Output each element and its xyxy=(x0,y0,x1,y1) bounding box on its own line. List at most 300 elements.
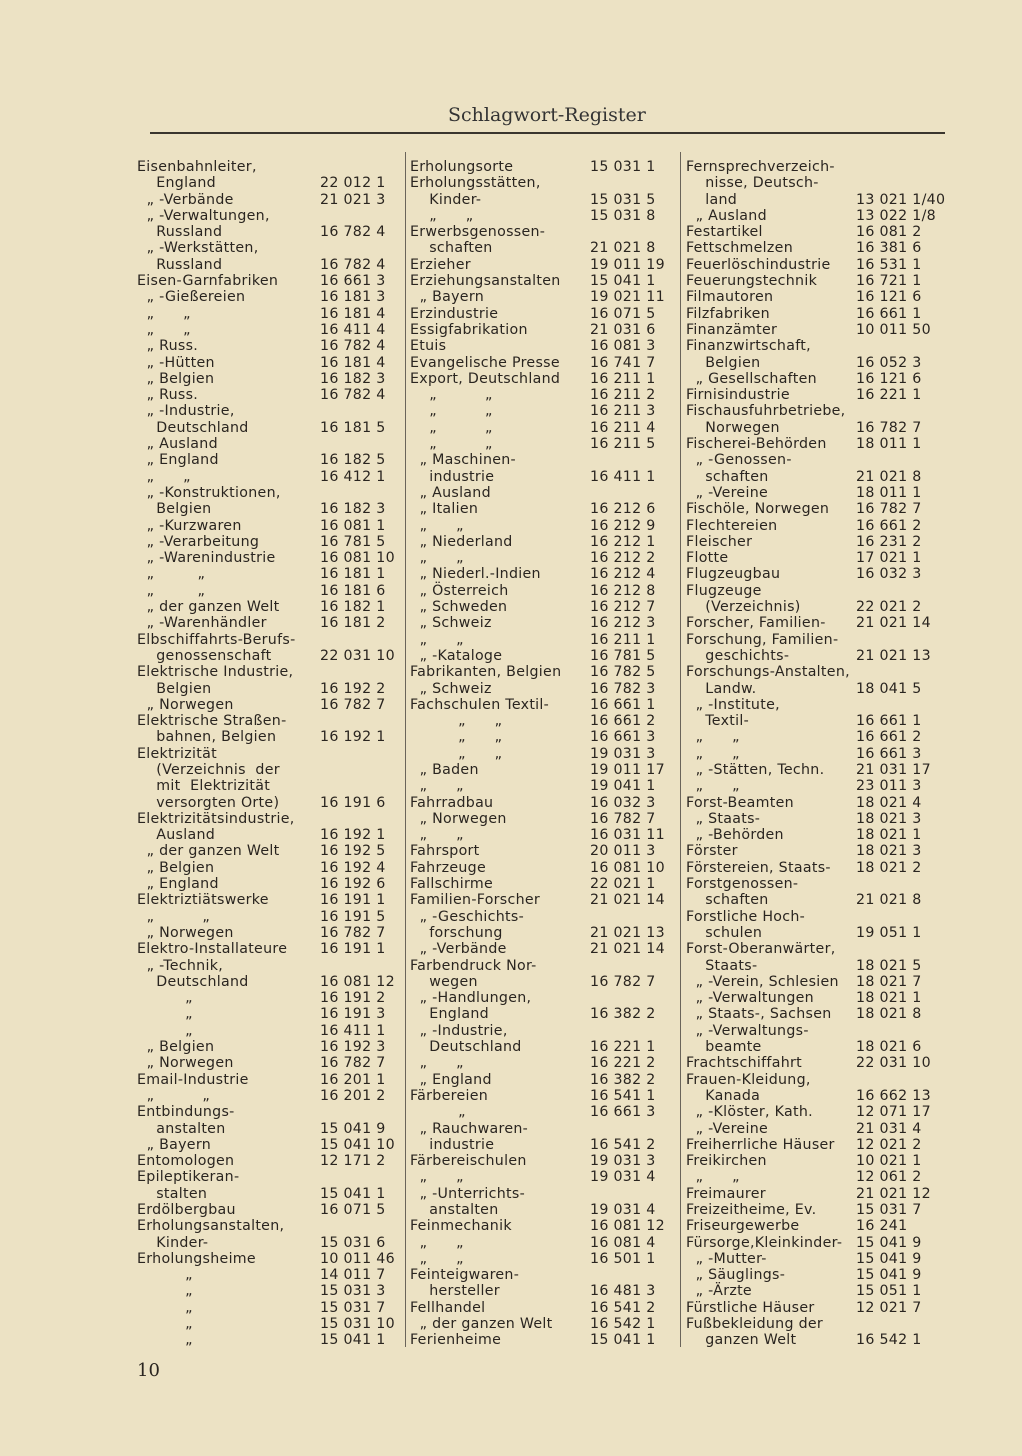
entry-term: „ -Verbände xyxy=(410,941,507,958)
entry-reference-number: 16 181 4 xyxy=(320,305,386,322)
entry-reference-number: 16 661 3 xyxy=(320,273,386,290)
entry-term: „ „ xyxy=(410,1250,464,1267)
index-entry xyxy=(686,1218,948,1234)
entry-reference-number: 16 782 7 xyxy=(320,1055,386,1072)
index-entry xyxy=(410,1202,675,1218)
entry-reference-number: 19 011 17 xyxy=(590,761,665,778)
index-entry xyxy=(686,876,948,892)
index-entry xyxy=(686,469,948,485)
index-entry xyxy=(686,371,948,387)
entry-reference-number: 16 382 2 xyxy=(590,1071,656,1088)
entry-term: „ Schweiz xyxy=(410,680,492,697)
index-entry xyxy=(686,1023,948,1039)
entry-reference-number: 16 782 4 xyxy=(320,387,386,404)
entry-term: „ Norwegen xyxy=(410,810,507,827)
entry-term: „ xyxy=(410,1104,466,1121)
entry-term: „ -Klöster, Kath. xyxy=(686,1104,813,1121)
index-entry xyxy=(137,843,397,859)
entry-term: „ Säuglings- xyxy=(686,1267,786,1284)
entry-reference-number: 16 192 5 xyxy=(320,843,386,860)
entry-term: Fellhandel xyxy=(410,1299,486,1316)
entry-term: nisse, Deutsch- xyxy=(686,175,819,192)
entry-term: Fettschmelzen xyxy=(686,240,793,257)
entry-term: Eisen-Garnfabriken xyxy=(137,273,279,290)
entry-term: Fürstliche Häuser xyxy=(686,1299,815,1316)
index-entry xyxy=(137,974,397,990)
entry-reference-number: 22 021 1 xyxy=(590,876,656,893)
index-entry xyxy=(137,550,397,566)
entry-reference-number: 16 661 2 xyxy=(856,517,922,534)
entry-reference-number: 19 031 4 xyxy=(590,1202,656,1218)
entry-reference-number: 16 071 5 xyxy=(590,305,656,322)
entry-reference-number: 16 782 4 xyxy=(320,256,386,273)
entry-reference-number: 13 021 1/40 xyxy=(856,191,946,208)
entry-term: „ der ganzen Welt xyxy=(137,599,280,616)
entry-reference-number: 16 782 7 xyxy=(590,810,656,827)
index-entry xyxy=(137,615,397,631)
index-entry xyxy=(686,1055,948,1071)
index-entry xyxy=(137,1332,397,1348)
index-entry xyxy=(410,1186,675,1202)
entry-reference-number: 22 031 10 xyxy=(320,647,395,664)
index-entry xyxy=(686,941,948,957)
entry-reference-number: 16 212 8 xyxy=(590,582,656,599)
entry-term: schaften xyxy=(686,468,769,485)
index-entry xyxy=(410,697,675,713)
index-entry xyxy=(410,1235,675,1251)
entry-term: Fachschulen Textil- xyxy=(410,696,550,713)
entry-term: Familien-Forscher xyxy=(410,892,541,909)
entry-term: „ „ xyxy=(410,778,464,795)
entry-term: „ Gesellschaften xyxy=(686,370,817,387)
entry-term: „ „ xyxy=(686,1169,740,1186)
entry-term: Elektrische Industrie, xyxy=(137,664,294,681)
index-entry xyxy=(410,648,675,664)
index-entry xyxy=(410,843,675,859)
entry-term: Entbindungs- xyxy=(137,1104,235,1121)
index-entry xyxy=(137,1235,397,1251)
entry-term: „ „ xyxy=(410,436,493,453)
entry-term: Färbereien xyxy=(410,1087,489,1104)
entry-term: Forstliche Hoch- xyxy=(686,908,806,925)
index-entry xyxy=(410,1283,675,1299)
entry-term: „ -Verwaltungs- xyxy=(686,1022,809,1039)
entry-term: Elektrische Straßen- xyxy=(137,713,287,730)
entry-term: Epileptikeran- xyxy=(137,1169,240,1186)
index-entry xyxy=(137,599,397,615)
entry-term: Freiherrliche Häuser xyxy=(686,1136,835,1153)
entry-term: „ Rauchwaren- xyxy=(410,1120,529,1137)
index-entry xyxy=(410,1251,675,1267)
index-entry xyxy=(686,273,948,289)
entry-reference-number: 16 661 1 xyxy=(590,696,656,713)
entry-term: „ „ xyxy=(410,1055,464,1072)
index-entry xyxy=(686,1235,948,1251)
entry-term: Essigfabrikation xyxy=(410,321,528,338)
entry-term: Feuerlöschindustrie xyxy=(686,256,831,273)
entry-reference-number: 16 661 2 xyxy=(590,713,656,730)
entry-term: „ -Genossen- xyxy=(686,452,792,469)
entry-reference-number: 16 052 3 xyxy=(856,354,922,371)
index-entry xyxy=(137,941,397,957)
entry-term: Forscher, Familien- xyxy=(686,615,826,632)
entry-term: „ -Behörden xyxy=(686,827,784,844)
index-entry xyxy=(410,860,675,876)
entry-term: Erziehungsanstalten xyxy=(410,273,561,290)
index-entry xyxy=(410,534,675,550)
entry-term: Forst-Beamten xyxy=(686,794,794,811)
entry-term: „ -Verbände xyxy=(137,191,234,208)
entry-term: England xyxy=(410,1006,489,1023)
index-entry xyxy=(410,371,675,387)
index-entry xyxy=(686,192,948,208)
entry-term: Freikirchen xyxy=(686,1153,767,1170)
entry-term: Fahrzeuge xyxy=(410,859,486,876)
index-entry xyxy=(410,1153,675,1169)
index-entry xyxy=(137,1055,397,1071)
entry-reference-number: 16 181 5 xyxy=(320,419,386,436)
entry-reference-number: 16 191 6 xyxy=(320,794,386,811)
index-entry xyxy=(410,974,675,990)
index-entry xyxy=(410,729,675,745)
entry-term: Fischerei-Behörden xyxy=(686,436,827,453)
index-entry xyxy=(410,681,675,697)
entry-reference-number: 16 782 7 xyxy=(320,924,386,941)
entry-reference-number: 16 191 3 xyxy=(320,1006,386,1023)
index-entry xyxy=(137,860,397,876)
entry-term: Deutschland xyxy=(410,1039,522,1056)
entry-term: „ Bayern xyxy=(137,1136,212,1153)
entry-term: „ „ xyxy=(686,778,740,795)
entry-term: „ Ausland xyxy=(686,207,767,224)
index-entry xyxy=(137,1039,397,1055)
entry-term: Feinmechanik xyxy=(410,1218,512,1235)
entry-reference-number: 16 212 6 xyxy=(590,501,656,518)
index-entry xyxy=(410,159,675,175)
index-entry xyxy=(686,240,948,256)
entry-term: Erholungsanstalten, xyxy=(137,1218,285,1235)
index-entry xyxy=(686,925,948,941)
entry-term: Erzindustrie xyxy=(410,305,499,322)
entry-reference-number: 16 541 1 xyxy=(590,1087,656,1104)
entry-term: (Verzeichnis) xyxy=(686,599,801,616)
index-entry xyxy=(410,1023,675,1039)
index-entry xyxy=(410,175,675,191)
entry-term: ganzen Welt xyxy=(686,1332,797,1349)
index-entry xyxy=(137,1186,397,1202)
entry-reference-number: 15 031 6 xyxy=(320,1234,386,1251)
index-entry xyxy=(410,1006,675,1022)
entry-term: „ Belgien xyxy=(137,1039,215,1056)
entry-reference-number: 16 661 3 xyxy=(590,729,656,746)
entry-term: „ -Verein, Schlesien xyxy=(686,973,839,990)
entry-term: „ -Warenindustrie xyxy=(137,550,276,567)
index-entry xyxy=(410,1072,675,1088)
index-entry xyxy=(410,566,675,582)
entry-term: „ Ausland xyxy=(410,484,491,501)
entry-term: „ Russ. xyxy=(137,387,199,404)
index-entry xyxy=(410,1039,675,1055)
entry-reference-number: 15 041 9 xyxy=(320,1120,386,1137)
index-entry xyxy=(686,615,948,631)
entry-reference-number: 22 031 10 xyxy=(856,1055,931,1072)
entry-reference-number: 22 021 2 xyxy=(856,599,922,616)
index-entry xyxy=(137,322,397,338)
index-entry xyxy=(137,648,397,664)
entry-reference-number: 16 781 5 xyxy=(320,533,386,550)
index-entry xyxy=(686,306,948,322)
index-entry xyxy=(686,159,948,175)
entry-term: „ „ xyxy=(137,305,191,322)
index-column-1 xyxy=(137,159,397,1349)
entry-reference-number: 19 031 3 xyxy=(590,1153,656,1170)
entry-term: (Verzeichnis der xyxy=(137,761,280,778)
entry-term: geschichts- xyxy=(686,647,790,664)
entry-reference-number: 16 121 6 xyxy=(856,289,922,306)
index-entry xyxy=(137,159,397,175)
index-entry xyxy=(686,566,948,582)
entry-term: „ „ xyxy=(137,321,191,338)
entry-reference-number: 16 192 4 xyxy=(320,859,386,876)
entry-term: Filzfabriken xyxy=(686,305,770,322)
index-entry xyxy=(410,338,675,354)
index-entry xyxy=(410,827,675,843)
entry-term: Feuerungstechnik xyxy=(686,273,818,290)
index-entry xyxy=(137,355,397,371)
entry-term: Russland xyxy=(137,224,223,241)
entry-term: Flotte xyxy=(686,550,729,567)
index-entry xyxy=(686,1006,948,1022)
index-entry xyxy=(410,941,675,957)
entry-reference-number: 16 411 1 xyxy=(320,1022,386,1039)
entry-reference-number: 22 012 1 xyxy=(320,175,386,192)
index-entry xyxy=(137,876,397,892)
entry-reference-number: 12 021 2 xyxy=(856,1136,922,1153)
entry-reference-number: 16 191 1 xyxy=(320,941,386,958)
entry-reference-number: 16 782 7 xyxy=(856,501,922,518)
entry-reference-number: 16 121 6 xyxy=(856,370,922,387)
entry-reference-number: 16 212 1 xyxy=(590,533,656,550)
entry-reference-number: 21 021 13 xyxy=(856,647,931,664)
entry-term: „ -Werkstätten, xyxy=(137,240,259,257)
index-entry xyxy=(137,958,397,974)
entry-term: Kinder- xyxy=(137,1234,209,1251)
index-entry xyxy=(686,550,948,566)
entry-term: Landw. xyxy=(686,680,757,697)
entry-term: „ „ xyxy=(410,207,474,224)
entry-term: anstalten xyxy=(410,1202,499,1218)
entry-term: „ -Stätten, Techn. xyxy=(686,761,825,778)
index-entry xyxy=(686,1169,948,1185)
entry-reference-number: 16 191 2 xyxy=(320,990,386,1007)
entry-term: schaften xyxy=(686,892,769,909)
entry-reference-number: 21 021 13 xyxy=(590,924,665,941)
index-entry xyxy=(410,925,675,941)
entry-reference-number: 16 782 7 xyxy=(590,973,656,990)
entry-term: „ -Warenhändler xyxy=(137,615,267,632)
entry-reference-number: 15 041 1 xyxy=(590,273,656,290)
index-entry xyxy=(137,795,397,811)
entry-term: Etuis xyxy=(410,338,447,355)
entry-term: beamte xyxy=(686,1039,762,1056)
index-entry xyxy=(137,192,397,208)
entry-reference-number: 19 011 19 xyxy=(590,256,665,273)
entry-term: „ -Industrie, xyxy=(410,1022,508,1039)
index-entry xyxy=(137,224,397,240)
entry-term: „ -Kurzwaren xyxy=(137,517,242,534)
entry-term: Deutschland xyxy=(137,419,249,436)
entry-term: Festartikel xyxy=(686,224,763,241)
index-entry xyxy=(686,518,948,534)
entry-reference-number: 18 021 5 xyxy=(856,957,922,974)
entry-reference-number: 15 041 1 xyxy=(590,1332,656,1349)
entry-term: „ Belgien xyxy=(137,370,215,387)
entry-term: Deutschland xyxy=(137,973,249,990)
entry-term: „ „ xyxy=(410,419,493,436)
index-entry xyxy=(686,892,948,908)
entry-reference-number: 16 782 7 xyxy=(856,419,922,436)
entry-term: Finanzämter xyxy=(686,321,778,338)
index-entry xyxy=(686,811,948,827)
entry-term: „ Niederland xyxy=(410,533,513,550)
entry-term: Belgien xyxy=(137,680,212,697)
index-entry xyxy=(137,827,397,843)
index-entry xyxy=(137,436,397,452)
entry-term: Forschungs-Anstalten, xyxy=(686,664,850,681)
index-entry xyxy=(410,1088,675,1104)
entry-term: „ Niederl.-Indien xyxy=(410,566,541,583)
index-entry xyxy=(137,289,397,305)
index-entry xyxy=(410,664,675,680)
index-entry xyxy=(686,1153,948,1169)
entry-reference-number: 16 071 5 xyxy=(320,1202,386,1218)
entry-term: „ Bayern xyxy=(410,289,485,306)
entry-term: Fischöle, Norwegen xyxy=(686,501,830,518)
entry-term: „ -Verwaltungen, xyxy=(137,207,270,224)
entry-reference-number: 16 031 11 xyxy=(590,827,665,844)
entry-term: Fischausfuhrbetriebe, xyxy=(686,403,846,420)
index-entry xyxy=(686,746,948,762)
index-entry xyxy=(137,1267,397,1283)
entry-term: „ England xyxy=(137,452,219,469)
index-entry xyxy=(137,1218,397,1234)
entry-term: „ xyxy=(137,1299,193,1316)
entry-reference-number: 16 192 2 xyxy=(320,680,386,697)
index-entry xyxy=(410,990,675,1006)
index-entry xyxy=(410,192,675,208)
index-entry xyxy=(410,550,675,566)
index-entry xyxy=(686,958,948,974)
index-entry xyxy=(410,306,675,322)
entry-term: hersteller xyxy=(410,1283,500,1300)
entry-reference-number: 16 381 6 xyxy=(856,240,922,257)
index-entry xyxy=(137,518,397,534)
index-entry xyxy=(410,713,675,729)
index-entry xyxy=(686,1283,948,1299)
entry-term: „ xyxy=(137,990,193,1007)
entry-term: Fernsprechverzeich- xyxy=(686,159,835,175)
index-entry xyxy=(686,224,948,240)
entry-reference-number: 15 041 9 xyxy=(856,1267,922,1284)
entry-term: Fußbekleidung der xyxy=(686,1316,824,1333)
index-entry xyxy=(137,681,397,697)
entry-reference-number: 18 021 6 xyxy=(856,1039,922,1056)
index-entry xyxy=(410,1218,675,1234)
entry-reference-number: 21 031 6 xyxy=(590,321,656,338)
index-entry xyxy=(686,289,948,305)
index-column-3 xyxy=(686,159,948,1349)
entry-term: Erzieher xyxy=(410,256,471,273)
index-entry xyxy=(137,175,397,191)
entry-term: „ -Vereine xyxy=(686,484,769,501)
entry-reference-number: 19 031 4 xyxy=(590,1169,656,1186)
index-entry xyxy=(137,1104,397,1120)
index-entry xyxy=(686,860,948,876)
entry-reference-number: 16 081 10 xyxy=(320,550,395,567)
entry-term: „ „ xyxy=(137,908,211,925)
entry-reference-number: 16 221 2 xyxy=(590,1055,656,1072)
entry-reference-number: 16 661 1 xyxy=(856,305,922,322)
entry-term: Kinder- xyxy=(410,191,482,208)
entry-reference-number: 15 041 9 xyxy=(856,1234,922,1251)
index-entry xyxy=(137,811,397,827)
entry-reference-number: 15 041 1 xyxy=(320,1185,386,1202)
entry-reference-number: 13 022 1/8 xyxy=(856,207,936,224)
index-entry xyxy=(686,1316,948,1332)
index-entry xyxy=(686,632,948,648)
entry-reference-number: 10 011 50 xyxy=(856,321,931,338)
entry-term: industrie xyxy=(410,468,495,485)
entry-term: „ -Industrie, xyxy=(137,403,235,420)
entry-term: versorgten Orte) xyxy=(137,794,280,811)
entry-reference-number: 16 081 4 xyxy=(590,1234,656,1251)
entry-reference-number: 16 192 3 xyxy=(320,1039,386,1056)
index-entry xyxy=(137,1121,397,1137)
entry-term: „ „ xyxy=(410,1169,464,1186)
entry-reference-number: 16 201 1 xyxy=(320,1071,386,1088)
page-number: 10 xyxy=(137,1360,160,1381)
entry-reference-number: 16 081 10 xyxy=(590,859,665,876)
entry-term: „ „ xyxy=(410,745,503,762)
entry-term: Kanada xyxy=(686,1087,761,1104)
entry-reference-number: 16 081 2 xyxy=(856,224,922,241)
index-entry xyxy=(137,990,397,1006)
index-entry xyxy=(137,1072,397,1088)
entry-reference-number: 18 021 7 xyxy=(856,973,922,990)
entry-term: „ -Verarbeitung xyxy=(137,533,260,550)
index-entry xyxy=(686,452,948,468)
index-entry xyxy=(137,664,397,680)
entry-term: „ Norwegen xyxy=(137,924,234,941)
entry-term: „ -Ärzte xyxy=(686,1283,752,1300)
index-entry xyxy=(137,1153,397,1169)
index-entry xyxy=(686,778,948,794)
entry-reference-number: 16 211 1 xyxy=(590,370,656,387)
entry-reference-number: 18 021 1 xyxy=(856,827,922,844)
index-entry xyxy=(686,208,948,224)
entry-reference-number: 16 182 5 xyxy=(320,452,386,469)
index-entry xyxy=(410,1137,675,1153)
index-entry xyxy=(410,322,675,338)
entry-term: „ „ xyxy=(410,387,493,404)
entry-term: Freimaurer xyxy=(686,1185,766,1202)
entry-term: „ „ xyxy=(410,1234,464,1251)
index-entry xyxy=(410,1055,675,1071)
column-divider xyxy=(405,152,406,1347)
entry-term: Förster xyxy=(686,843,738,860)
index-entry xyxy=(410,583,675,599)
entry-term: anstalten xyxy=(137,1120,226,1137)
